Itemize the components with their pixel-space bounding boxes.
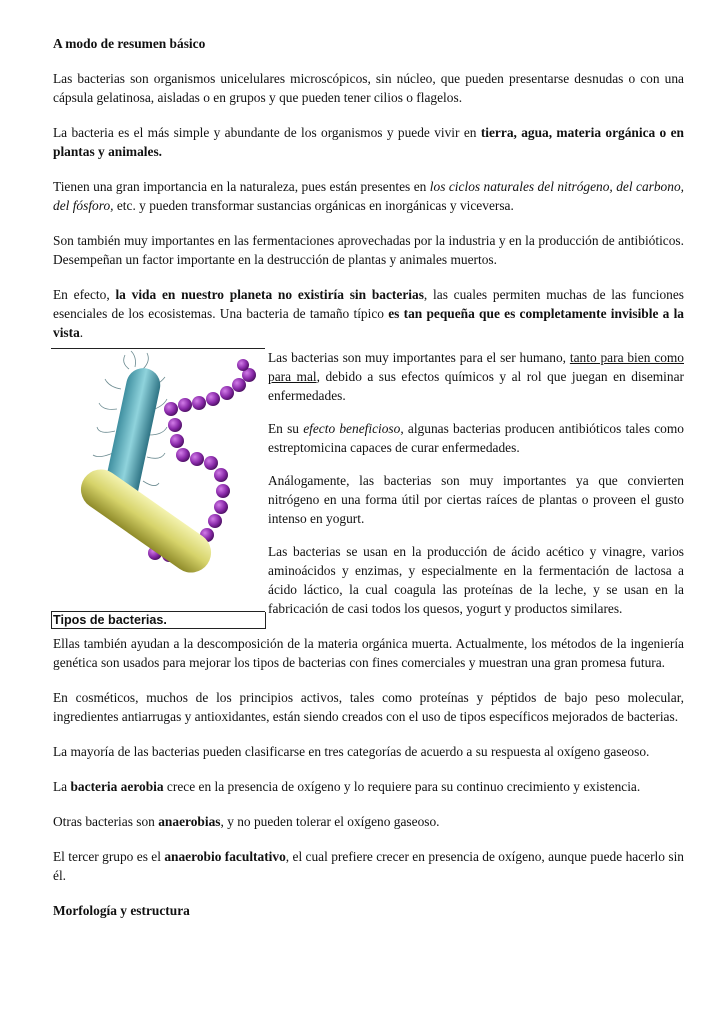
- text: , debido a sus efectos químicos y al rol que juegan en diseminar enfermedades.: [268, 369, 684, 403]
- paragraph-anaerobic: [53, 812, 684, 831]
- emphasis: tierra, agua, materia orgánica o en plantas y animales.: [53, 125, 684, 159]
- paragraph-production: Las bacterias se usan en la producción de ácido acético y vinagre, varios aminoácidos y enzimas, y especialmente en la fermentación de lactosa a ácido láctico, la cual coagula las proteínas de la leche, y se usan en la fabricación de casi todos los quesos, yogurt y productos similares.: [268, 544, 684, 616]
- text: En su: [268, 421, 304, 436]
- emphasis: anaerobio facultativo: [164, 849, 286, 864]
- text: , algunas bacterias producen antibióticos tales como estreptomicina capaces de curar enfermedades.: [268, 421, 684, 455]
- text: Las bacterias son muy importantes para el ser humano,: [268, 350, 570, 365]
- paragraph-definition: Las bacterias son organismos unicelulares microscópicos, sin núcleo, que pueden presentarse desnudas o con una cápsula gelatinosa, aisladas o en grupos y que pueden tener cilios o flagelos.: [53, 71, 684, 105]
- text: etc. y pueden transformar sustancias orgánicas en inorgánicas y viceversa.: [113, 198, 514, 213]
- figure-bacteria: [51, 348, 268, 631]
- emphasis: bacteria aerobia: [70, 779, 164, 794]
- emphasis: la vida en nuestro planeta no existiría sin bacterias: [115, 287, 424, 302]
- text: Tienen una gran importancia en la naturaleza, pues están presentes en: [53, 179, 430, 194]
- bacteria-illustration: [51, 349, 265, 611]
- bacillus-bacterium: [73, 462, 219, 581]
- emphasis-underline: tanto para bien como para mal: [268, 350, 684, 384]
- paragraph-fermentation: Son también muy importantes en las fermentaciones aprovechadas por la industria y en la producción de antibióticos. Desempeñan un factor importante en la destrucción de plantas y animales muertos.: [53, 233, 684, 267]
- emphasis: anaerobias: [158, 814, 221, 829]
- emphasis: es tan pequeña que es completamente invisible a la vista: [53, 306, 684, 340]
- section-heading-morphology: Morfología y estructura: [53, 903, 190, 918]
- document-page: [53, 34, 684, 936]
- text: La bacteria es el más simple y abundante de los organismos y puede vivir en: [53, 125, 481, 140]
- text: .: [79, 325, 84, 340]
- figure-frame: [51, 348, 265, 612]
- emphasis-italic: efecto beneficioso: [303, 421, 401, 436]
- paragraph-habitat: [53, 123, 684, 161]
- paragraph-facultative: [53, 847, 684, 885]
- text: crece en la presencia de oxígeno y lo requiere para su continuo crecimiento y existencia.: [163, 779, 641, 794]
- paragraph-nitrogen: Análogamente, las bacterias son muy importantes ya que convierten nitrógeno en una forma útil por ciertas raíces de plantas o proveen el gusto intenso en yogurt.: [268, 473, 684, 526]
- emphasis-italic: los ciclos naturales del nitrógeno, del carbono, del fósforo,: [53, 179, 684, 213]
- section-title: A modo de resumen básico: [53, 36, 206, 51]
- paragraph-importance: [53, 177, 684, 215]
- text: , y no pueden tolerar el oxígeno gaseoso.: [220, 814, 440, 829]
- paragraph-life: [53, 285, 684, 342]
- text: , el cual prefiere crecer en presencia de oxígeno, aunque puede hacerlo sin él.: [53, 849, 684, 883]
- paragraph-aerobic: [53, 777, 684, 796]
- text: La: [53, 779, 71, 794]
- paragraph-decomposition: Ellas también ayudan a la descomposición de la materia orgánica muerta. Actualmente, los métodos de la ingeniería genética son usados para mejorar los tipos de bacterias con fines comerciales y muestran una gran promesa futura.: [53, 636, 684, 670]
- text: El tercer grupo es el: [53, 849, 165, 864]
- text: Otras bacterias son: [53, 814, 159, 829]
- text: , las cuales permiten muchas de las funciones esenciales de los ecosistemas. Una bacteria de tamaño típico: [53, 287, 684, 321]
- text: En efecto,: [53, 287, 116, 302]
- paragraph-oxygen: La mayoría de las bacterias pueden clasificarse en tres categorías de acuerdo a su respuesta al oxígeno gaseoso.: [53, 744, 650, 759]
- paragraph-cosmetics: En cosméticos, muchos de los principios activos, tales como proteínas y péptidos de bajo peso molecular, ingredientes antiarrugas y antioxidantes, están siendo creados con el uso de tipos específicos mejorados de bacterias.: [53, 690, 684, 724]
- figure-caption: Tipos de bacterias.: [51, 612, 266, 629]
